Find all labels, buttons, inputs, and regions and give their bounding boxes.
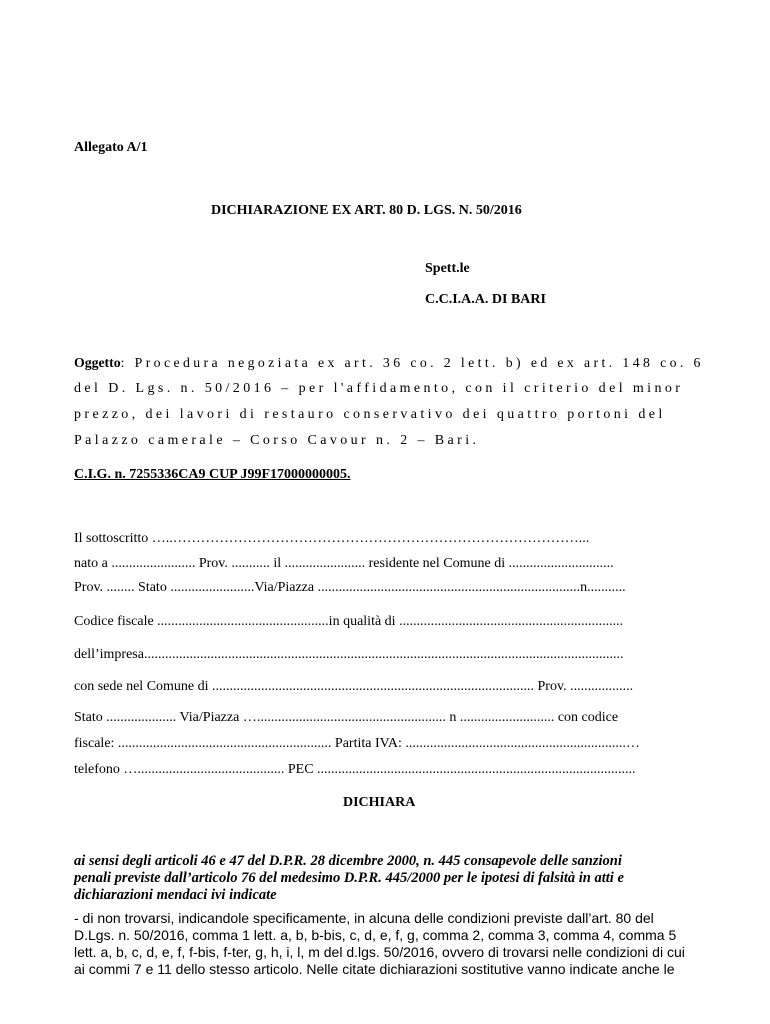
cig-cup-code: C.I.G. n. 7255336CA9 CUP J99F17000000005. <box>74 467 351 482</box>
annex-label: Allegato A/1 <box>74 140 148 155</box>
legal-basis-line-1: ai sensi degli articoli 46 e 47 del D.P.R. 28 dicembre 2000, n. 445 consapevole delle sanzioni <box>74 853 622 869</box>
declaration-item-line-3: lett. a, b, c, d, e, f, f-bis, f-ter, g, h, i, l, m del d.lgs. 50/2016, ovvero di trovarsi nelle condizioni di cui <box>74 944 685 960</box>
form-line-undersigned: Il sottoscritto …..……………………………………………………………………………... <box>74 531 590 546</box>
declaration-item-line-1: - di non trovarsi, indicandole specificamente, in alcuna delle condizioni previste dall’art. 80 del <box>74 910 654 926</box>
subject-line-1 <box>74 355 704 371</box>
subject-line-2: del D. Lgs. n. 50/2016 – per l'affidamento, con il criterio del minor <box>74 381 684 396</box>
legal-basis-line-3: dichiarazioni mendaci ivi indicate <box>74 887 277 903</box>
subject-label: Oggetto <box>74 355 121 370</box>
subject-line-3: prezzo, dei lavori di restauro conservativo dei quattro portoni del <box>74 407 666 422</box>
recipient-salutation: Spett.le <box>425 261 470 276</box>
subject-line-4: Palazzo camerale – Corso Cavour n. 2 – Bari. <box>74 433 480 448</box>
form-line-tax-code: Codice fiscale .................................................in qualità di ................................................................ <box>74 614 624 629</box>
form-line-phone-pec: telefono ….......................................... PEC ........................................................................................... <box>74 762 636 777</box>
form-line-company: dell’impresa......................................................................................................................................... <box>74 647 624 662</box>
legal-basis-line-2: penali previste dall’articolo 76 del medesimo D.P.R. 445/2000 per le ipotesi di falsità in atti e <box>74 870 624 886</box>
declares-heading: DICHIARA <box>343 795 416 810</box>
declaration-item-line-4: ai commi 7 e 11 dello stesso articolo. Nelle citate dichiarazioni sostitutive vanno indicate anche le <box>74 961 675 977</box>
form-line-fiscal-vat: fiscale: ............................................................. Partita IVA: ...............................................................… <box>74 736 640 751</box>
document-title: DICHIARAZIONE EX ART. 80 D. LGS. N. 50/2016 <box>211 203 522 218</box>
form-line-company-address: Stato .................... Via/Piazza …...................................................... n ........................... con codice <box>74 710 619 725</box>
declaration-item-line-2: D.Lgs. n. 50/2016, comma 1 lett. a, b, b-bis, c, d, e, f, g, comma 2, comma 3, comma 4, comma 5 <box>74 927 677 943</box>
form-line-company-seat: con sede nel Comune di ............................................................................................ Prov. .................. <box>74 679 634 694</box>
form-line-address: Prov. ........ Stato ........................Via/Piazza ...........................................................................n........... <box>74 580 626 595</box>
form-line-birth-residence: nato a ........................ Prov. ........... il ....................... residente nel Comune di .............................. <box>74 556 614 571</box>
subject-text-1: : Procedura negoziata ex art. 36 co. 2 lett. b) ed ex art. 148 co. 6 <box>120 355 704 370</box>
recipient-name: C.C.I.A.A. DI BARI <box>425 292 546 307</box>
